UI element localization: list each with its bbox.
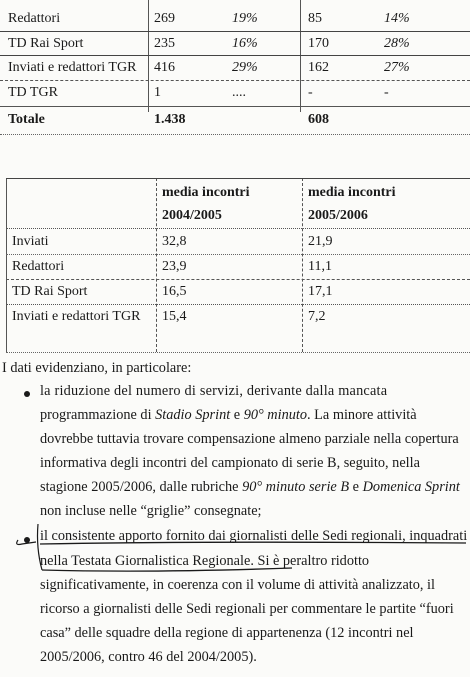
percent-2004: 19% [232, 11, 258, 26]
percent-2004: 16% [232, 36, 258, 51]
bullet1-line5: stagione 2005/2006, dalle rubriche 90° minuto serie B e Domenica Sprint [40, 479, 460, 495]
table-row [0, 57, 470, 81]
bullet2-line4: ricorso a giornalisti delle Sedi regionali per commentare le partite “fuori [40, 601, 454, 617]
handwritten-highlight-mark [0, 520, 470, 582]
value-2005: 21,9 [308, 234, 333, 249]
value-2004: 15,4 [162, 309, 187, 324]
value-2004: 16,5 [162, 284, 187, 299]
row-label: Redattori [12, 259, 65, 274]
intro-paragraph: I dati evidenziano, in particolare: [2, 360, 192, 376]
value-2004: 269 [154, 11, 175, 26]
total-2004: 1.438 [154, 112, 186, 127]
column-header-2005-line1: media incontri [308, 185, 396, 200]
column-header-2004-line1: media incontri [162, 185, 250, 200]
bullet1-line2: programmazione di Stadio Sprint e 90° minuto. La minore attività [40, 407, 417, 423]
total-label: Totale [8, 112, 45, 127]
total-2005: 608 [308, 112, 329, 127]
row-label: Inviati [12, 234, 49, 249]
row-label: TD Rai Sport [8, 36, 84, 51]
total-row [0, 109, 470, 133]
column-header-2005-line2: 2005/2006 [308, 208, 368, 223]
percent-2005: 14% [384, 11, 410, 26]
percent-2004: .... [232, 85, 246, 100]
bullet1-line6: non incluse nelle “griglie” consegnate; [40, 503, 262, 519]
bullet2-line6: 2005/2006, contro 46 del 2004/2005). [40, 649, 257, 665]
bullet2-line1: il consistente apporto fornito dai giornalisti delle Sedi regionali, inquadrati [40, 528, 468, 544]
bullet1-line4: informativa degli incontri del campionato di serie B, seguito, nella [40, 455, 420, 471]
row-label: Redattori [8, 11, 61, 26]
value-2005: 17,1 [308, 284, 333, 299]
bullet2-line2: nella Testata Giornalistica Regionale. Si è peraltro ridotto [40, 553, 370, 569]
bullet1-line3: dovrebbe tuttavia trovare compensazione almeno parziale nella copertura [40, 431, 459, 447]
value-2004: 23,9 [162, 259, 187, 274]
table-row [0, 8, 470, 32]
percent-2005: 27% [384, 60, 410, 75]
value-2004: 235 [154, 36, 175, 51]
value-2004: 416 [154, 60, 175, 75]
row-label: Inviati e redattori TGR [8, 60, 137, 75]
table-row [0, 82, 470, 106]
bullet2-line3: significativamente, in coerenza con il volume di attività analizzato, il [40, 577, 436, 593]
value-2005: 7,2 [308, 309, 326, 324]
percent-2005: - [384, 85, 389, 100]
bullet1-line1: la riduzione del numero di servizi, derivante dalla mancata [40, 383, 388, 399]
value-2005: 162 [308, 60, 329, 75]
staff-table [0, 0, 470, 135]
value-2005: 85 [308, 11, 322, 26]
value-2004: 1 [154, 85, 161, 100]
value-2004: 32,8 [162, 234, 187, 249]
column-header-2004-line2: 2004/2005 [162, 208, 222, 223]
row-label: TD TGR [8, 85, 58, 100]
table-row [0, 33, 470, 57]
average-matches-table [0, 178, 470, 353]
bullet-icon [24, 391, 30, 397]
bullet2-line5: casa” delle squadre della regione di appartenenza (12 incontri nel [40, 625, 414, 641]
value-2005: 11,1 [308, 259, 332, 274]
value-2005: - [308, 85, 313, 100]
value-2005: 170 [308, 36, 329, 51]
row-label: Inviati e redattori TGR [12, 309, 141, 324]
row-label: TD Rai Sport [12, 284, 88, 299]
percent-2005: 28% [384, 36, 410, 51]
percent-2004: 29% [232, 60, 258, 75]
